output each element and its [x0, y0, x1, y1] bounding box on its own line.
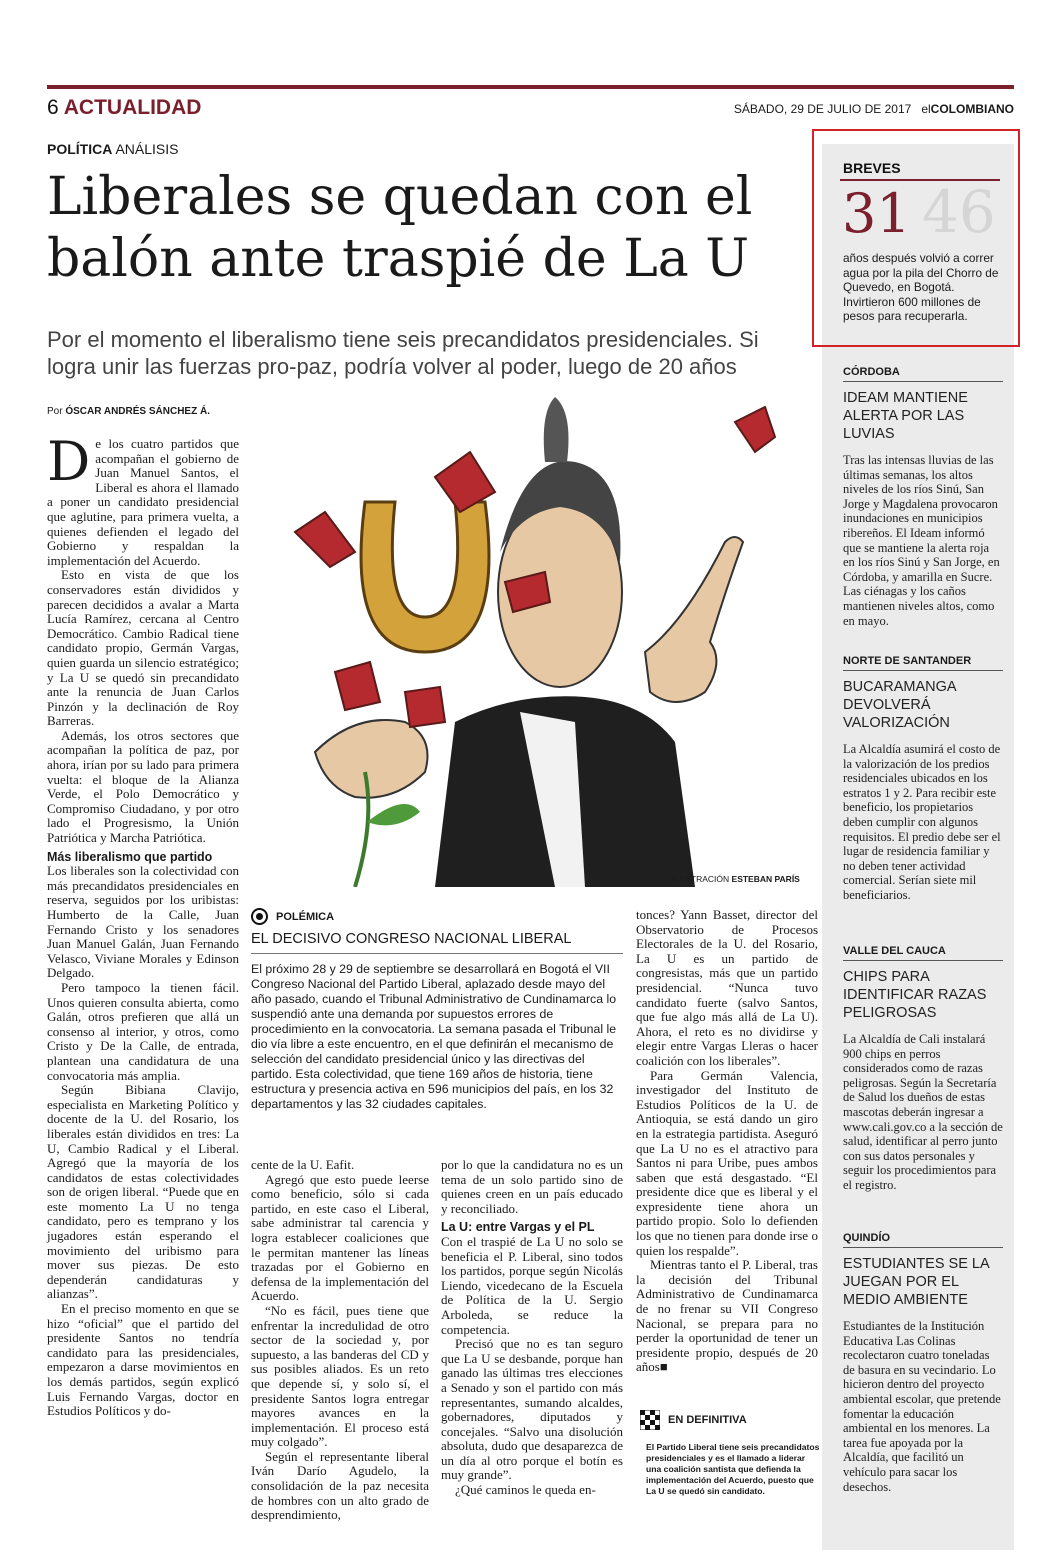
paragraph: Mientras tanto el P. Liberal, tras la decisión del Tribunal Administrativo de Cundinamarca de no frenar su VII Congreso Nacional, se prepara para no perder la oportunidad de tener un presidente propio, después de 20 años■ [636, 1257, 818, 1375]
brief-quindio [843, 1232, 1003, 1494]
article-column-4 [636, 908, 818, 1375]
paragraph: Agregó que esto puede leerse como beneficio, sólo si cada partido, en este caso el Liberal, sabe administrar tal carencia y logra establecer coaliciones que le permitan mantener las líneas trazadas por el Gobierno en defensa de la implementación del Acuerdo. [251, 1171, 429, 1304]
caricature-illustration [255, 392, 815, 887]
breves-text: años después volvió a correr agua por la pila del Chorro de Quevedo, en Bogotá. Invirtieron 600 millones de pesos para recuperarla. [843, 251, 999, 323]
brief-title: IDEAM MANTIENE ALERTA POR LAS LUVIAS [843, 390, 968, 442]
en-definitiva-text: El Partido Liberal tiene seis precandidatos presidenciales y es el llamado a liderar una coalición santista que defienda la implementación del Acuerdo, puesto que La U se quedó sin candidato. [646, 1442, 820, 1496]
kicker-section: POLÍTICA [47, 141, 113, 157]
headline [47, 166, 817, 290]
credit-prefix: ILUSTRACIÓN [672, 874, 730, 884]
headline-line-1: Liberales se quedan con el [47, 167, 753, 227]
brief-place: NORTE DE SANTANDER [843, 655, 1003, 671]
breves-big-number: 31 [842, 182, 911, 245]
brief-norte-de-santander [843, 655, 1003, 903]
illustration-credit [672, 874, 800, 884]
paragraph: ¿Qué caminos le queda en- [455, 1482, 596, 1498]
paragraph: “No es fácil, pues tiene que enfrentar la incredulidad de otro sector de la sociedad y, por supuesto, a las banderas del CD y sus posibles aliados. Es un reto que depende sí, y solo sí, el presidente Santos logra entregar mayores avances en la implementación. El proceso está muy colgado”. [251, 1302, 429, 1450]
credit-author: ESTEBAN PARÍS [731, 874, 800, 884]
subheading: La U: entre Vargas y el PL [441, 1220, 595, 1235]
article-column-2 [251, 1158, 429, 1523]
article-column-3 [441, 1158, 623, 1498]
ghost-number: 46 [922, 178, 996, 246]
paragraph: e los cuatro partidos que acompañan el gobierno de Juan Manuel Santos, el Liberal es ahora el llamado a poner un candidato presidencial que aglutine, para primera vuelta, a quienes defienden el legado del Gobierno y respaldan la implementación del Acuerdo. [47, 436, 239, 568]
section-name: ACTUALIDAD [63, 96, 202, 119]
paragraph: Con el traspié de La U no solo se beneficia el P. Liberal, sino todos los partidos, porque según Nicolás Liendo, vicedecano de la Escuela de Política de la U. Sergio Arboleda, se reduce la competencia. [441, 1233, 623, 1337]
byline [47, 406, 210, 417]
paragraph: Precisó que no es tan seguro que La U se desbande, porque han ganado las últimas tres elecciones a Senado y son el partido con más representantes, sumando alcaldes, gobernadores, diputados y concejales. “Salvo una disolución absoluta, dudo que desaparezca de un día al otro porque el botín es muy grande”. [441, 1336, 623, 1483]
headline-line-2: balón ante traspié de La U [47, 229, 750, 289]
brand-name: COLOMBIANO [930, 102, 1014, 116]
paragraph: Pero tampoco la tienen fácil. Unos quieren consulta abierta, como Galán, otros prefieren que allá un consenso al interior, y otros, como Cristo y De la Calle, de entrada, plantean una candidatura de una convocatoria más amplia. [47, 979, 239, 1083]
lower-hand [315, 720, 428, 798]
brief-title: BUCARAMANGA DEVOLVERÁ VALORIZACIÓN [843, 679, 956, 731]
polemica-body: El próximo 28 y 29 de septiembre se desarrollará en Bogotá el VII Congreso Nacional del Partido Liberal, aplazado desde mayo del año pasado, cuando el Tribunal Administrativo de Cundinamarca lo suspendió ante una demanda por supuestos errores de procedimiento en la convocatoria. La semana pasada el Tribunal le dio vía libre a este encuentro, en el que definirán el mecanismo de selección del candidato presidencial único y las directivas del partido. Esta colectividad, que tiene 169 años de historia, tiene estructura y presencia activa en 596 municipios del país, en los 32 departamentos y las 32 ciudades capitales. [251, 962, 617, 1111]
paragraph: Según Bibiana Clavijo, especialista en Marketing Político y docente de la U. del Rosario, los liberales están divididos en tres: La U, Cambio Radical y el Liberal. Agregó que la mayoría de los candidatos de estas colectividades son de origen liberal. “Puede que en este momento La U no tenga candidato, pero es temprano y los jugadores están esperando el movimiento del uribismo para mover sus piezas. De esto dependerán candidaturas y alianzas”. [47, 1082, 239, 1302]
en-definitiva-label: EN DEFINITIVA [668, 1414, 747, 1426]
deck-line-2: logra unir las fuerzas pro-paz, podría volver al poder, luego de 20 años [47, 354, 737, 379]
paragraph: tonces? Yann Basset, director del Observatorio de Procesos Electorales de la U. del Rosario, La U es un partido de congresistas, más que un partido presidencial. “Nunca tuvo candidato fuerte (salvo Santos, que fue algo más allá de La U). Ahora, el reto es no dividirse y elegir entre Vargas Lleras o hacer coalición con los liberales”. [636, 907, 818, 1068]
paragraph: Además, los otros sectores que acompañan la política de paz, por ahora, irían por su lado para primera vuelta: el bloque de la Alianza Verde, el Polo Democrático y Compromiso Ciudadano, y por otro lado el Progresismo, la Unión Patriótica y Marcha Patriótica. [47, 727, 239, 846]
article-kicker [47, 141, 179, 157]
page-header [47, 96, 201, 120]
brand-prefix: el [921, 102, 931, 116]
polemica-header [251, 908, 623, 925]
page-number: 6 [47, 96, 59, 119]
polemica-icon [251, 908, 268, 925]
kicker-type: ANÁLISIS [115, 141, 179, 157]
en-definitiva-header [640, 1410, 820, 1430]
brief-text: La Alcaldía de Cali instalará 900 chips en perros considerados como de razas peligrosas. Según la Secretaría de Salud los dueños de estas mascotas deberán ingresar a www.cali.gov.co a la sección de salud, identificar al perro junto con sus datos personales y seguir los procedimientos para el registro. [843, 1032, 1003, 1192]
header-rule [47, 85, 1014, 89]
polemica-label: POLÉMICA [276, 910, 335, 923]
red-letter-e [405, 687, 445, 727]
red-letter-a [335, 662, 380, 710]
brief-title: CHIPS PARA IDENTIFICAR RAZAS PELIGROSAS [843, 969, 987, 1021]
hair-tuft [544, 397, 569, 462]
paragraph: Según el representante liberal Iván Darío Agudelo, la consolidación de la paz necesita de hombres con un alto grado de desprendimiento, [251, 1448, 429, 1523]
paragraph: Esto en vista de que los conservadores están divididos y parecen decididos a avalar a Marta Lucía Ramírez, cercana al Centro Democrático. Cambio Radical tiene candidato propio, Germán Vargas, quien guarda un silencio estratégico; y La U se quedó sin precandidato ante la renuncia de Juan Carlos Pinzón y la declinación de Roy Barreras. [47, 567, 239, 729]
checker-icon [640, 1410, 660, 1430]
brief-title: ESTUDIANTES SE LA JUEGAN POR EL MEDIO AMBIENTE [843, 1256, 989, 1308]
byline-prefix: Por [47, 406, 63, 417]
polemica-title: EL DECISIVO CONGRESO NACIONAL LIBERAL [251, 931, 623, 954]
brief-place: VALLE DEL CAUCA [843, 945, 1003, 961]
paragraph: En el preciso momento en que se hizo “oficial” que el partido del presidente Santos no tendría candidato para las presidenciales, empezaron a darse movimientos en los demás partidos, según explicó Luis Fernando Vargas, doctor en Estudios Políticos y do- [47, 1301, 239, 1419]
issue-date: SÁBADO, 29 DE JULIO DE 2017 [733, 102, 912, 116]
brief-place: QUINDÍO [843, 1232, 1003, 1248]
horseshoe-letter-u [361, 502, 489, 652]
subheading: Más liberalismo que partido [47, 849, 213, 864]
raised-hand [645, 537, 743, 702]
drop-cap: D [47, 430, 91, 493]
red-letter-l2 [735, 407, 775, 452]
brief-text: La Alcaldía asumirá el costo de la valorización de los predios residenciales ubicados en los estratos 1 y 2. Para recibir este beneficio, los propietarios deben cumplir con algunos requisitos. El predio debe ser el lugar de residencia familiar y no deben tener actividad comercial. Serían siete mil beneficiarios. [843, 742, 1001, 902]
paragraph: por lo que la candidatura no es un tema de un solo partido sino de quienes creen en un país educado y reconciliado. [441, 1157, 623, 1216]
brief-text: Tras las intensas lluvias de las últimas semanas, los altos niveles de los ríos Sinú, San Jorge y Magdalena provocaron inundaciones en municipios ribereños. El Ideam informó que se mantiene la alerta roja en los ríos Sinú y San Jorge, en Córdoba, y amarilla en Sucre. Las ciénagas y los caños mantienen niveles altos, como en mayo. [843, 453, 1000, 628]
brief-valle-del-cauca [843, 945, 1003, 1193]
polemica-box [251, 908, 623, 1168]
dateline [734, 102, 1014, 116]
byline-author: ÓSCAR ANDRÉS SÁNCHEZ Á. [65, 406, 210, 417]
paragraph: Los liberales son la colectividad con más precandidatos presidenciales en reserva, seguidos por los uribistas: Humberto de la Calle, Juan Fernando Cristo y los senadores Juan Manuel Galán, Juan Fernando Velasco, Viviane Morales y Edinson Delgado. [47, 863, 239, 981]
brief-place: CÓRDOBA [843, 366, 1003, 382]
deck-line-1: Por el momento el liberalismo tiene seis precandidatos presidenciales. Si [47, 327, 759, 352]
flower-leaf [367, 804, 420, 825]
deck [47, 326, 787, 380]
breves-label: BREVES [843, 160, 901, 176]
brief-cordoba [843, 366, 1003, 628]
red-letter-l [295, 512, 355, 567]
en-definitiva-box [640, 1410, 820, 1497]
paragraph: Para Germán Valencia, investigador del Instituto de Estudios Políticos de la U. de Antioquia, se está dando un giro en la estrategia partidista. Aseguró que La U no es el atractivo para Santos ni para Uribe, pues ambos saben que está desgastado. “El presidente dice que es liberal y el expresidente tiene ahora un partido propio. Solo lo defienden los que no tienen para donde irse o quien los respalde”. [636, 1067, 818, 1258]
article-column-1 [47, 430, 239, 1419]
paragraph: cente de la U. Eafit. [251, 1157, 355, 1172]
brief-text: Estudiantes de la Institución Educativa Las Colinas recolectaron cuatro toneladas de basura en su vecindario. Lo hicieron dentro del proyecto ambiental escolar, que pretende fomentar la educación ambiental en los menores. La tarea fue apoyada por la Alcaldía, que facilitó un vehículo para sacar los desechos. [843, 1319, 1001, 1494]
